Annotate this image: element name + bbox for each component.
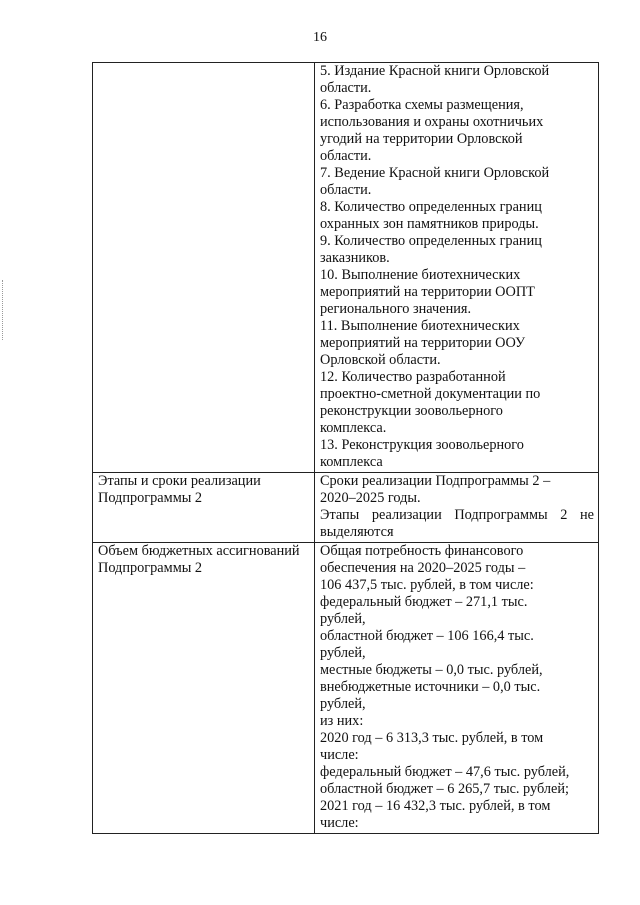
value-line: мероприятий на территории ООПТ xyxy=(320,284,535,300)
table-row xyxy=(93,473,599,543)
value-line: 5. Издание Красной книги Орловской xyxy=(320,63,550,79)
value-line: 106 437,5 тыс. рублей, в том числе: xyxy=(320,577,534,593)
value-line: охранных зон памятников природы. xyxy=(320,216,539,232)
value-line: 13. Реконструкция зоовольерного xyxy=(320,437,524,453)
value-line: из них: xyxy=(320,713,364,729)
value-line: рублей, xyxy=(320,645,366,661)
value-line: 11. Выполнение биотехнических xyxy=(320,318,520,334)
value-line: 2021 год – 16 432,3 тыс. рублей, в том xyxy=(320,798,551,814)
value-line: федеральный бюджет – 47,6 тыс. рублей, xyxy=(320,764,570,780)
row-value-cell xyxy=(315,63,599,473)
value-line: областной бюджет – 106 166,4 тыс. xyxy=(320,628,534,644)
value-line: регионального значения. xyxy=(320,301,472,317)
value-line: внебюджетные источники – 0,0 тыс. xyxy=(320,679,541,695)
value-line: выделяются xyxy=(320,524,394,540)
value-line: местные бюджеты – 0,0 тыс. рублей, xyxy=(320,662,543,678)
value-line: Орловской области. xyxy=(320,352,441,368)
value-line: 8. Количество определенных границ xyxy=(320,199,542,215)
value-line: комплекса xyxy=(320,454,383,470)
value-line: проектно-сметной документации по xyxy=(320,386,541,402)
page-number: 16 xyxy=(313,30,327,45)
value-line: 2020 год – 6 313,3 тыс. рублей, в том xyxy=(320,730,544,746)
value-line: рублей, xyxy=(320,696,366,712)
value-line: использования и охраны охотничьих xyxy=(320,114,544,130)
value-line: мероприятий на территории ООУ xyxy=(320,335,526,351)
value-line: федеральный бюджет – 271,1 тыс. xyxy=(320,594,528,610)
table-row xyxy=(93,63,599,473)
value-line: 10. Выполнение биотехнических xyxy=(320,267,521,283)
value-line: Этапы реализации Подпрограммы 2 не xyxy=(320,507,594,523)
value-line: Сроки реализации Подпрограммы 2 – xyxy=(320,473,551,489)
value-line: реконструкции зоовольерного xyxy=(320,403,503,419)
value-line: рублей, xyxy=(320,611,366,627)
value-line: заказников. xyxy=(320,250,390,266)
table-row xyxy=(93,543,599,834)
label-line: Этапы и сроки реализации xyxy=(98,473,261,489)
row-label-cell xyxy=(93,473,315,543)
value-line: 6. Разработка схемы размещения, xyxy=(320,97,524,113)
label-line: Объем бюджетных ассигнований xyxy=(98,543,300,559)
value-line: 7. Ведение Красной книги Орловской xyxy=(320,165,550,181)
label-line: Подпрограммы 2 xyxy=(98,560,203,576)
row-value-cell xyxy=(315,473,599,543)
passport-table xyxy=(92,62,599,834)
value-line: Общая потребность финансового xyxy=(320,543,524,559)
value-line: 2020–2025 годы. xyxy=(320,490,421,506)
label-line: Подпрограммы 2 xyxy=(98,490,203,506)
row-value-cell xyxy=(315,543,599,834)
row-label-cell xyxy=(93,63,315,473)
value-line: 12. Количество разработанной xyxy=(320,369,506,385)
value-line: угодий на территории Орловской xyxy=(320,131,523,147)
value-line: областной бюджет – 6 265,7 тыс. рублей; xyxy=(320,781,570,797)
value-line: обеспечения на 2020–2025 годы – xyxy=(320,560,526,576)
value-line: области. xyxy=(320,182,372,198)
value-line: области. xyxy=(320,148,372,164)
value-line: комплекса. xyxy=(320,420,387,436)
row-label-cell xyxy=(93,543,315,834)
value-line: 9. Количество определенных границ xyxy=(320,233,542,249)
margin-scan-marks xyxy=(2,280,7,340)
value-line: области. xyxy=(320,80,372,96)
value-line: числе: xyxy=(320,747,359,763)
value-line: числе: xyxy=(320,815,359,831)
